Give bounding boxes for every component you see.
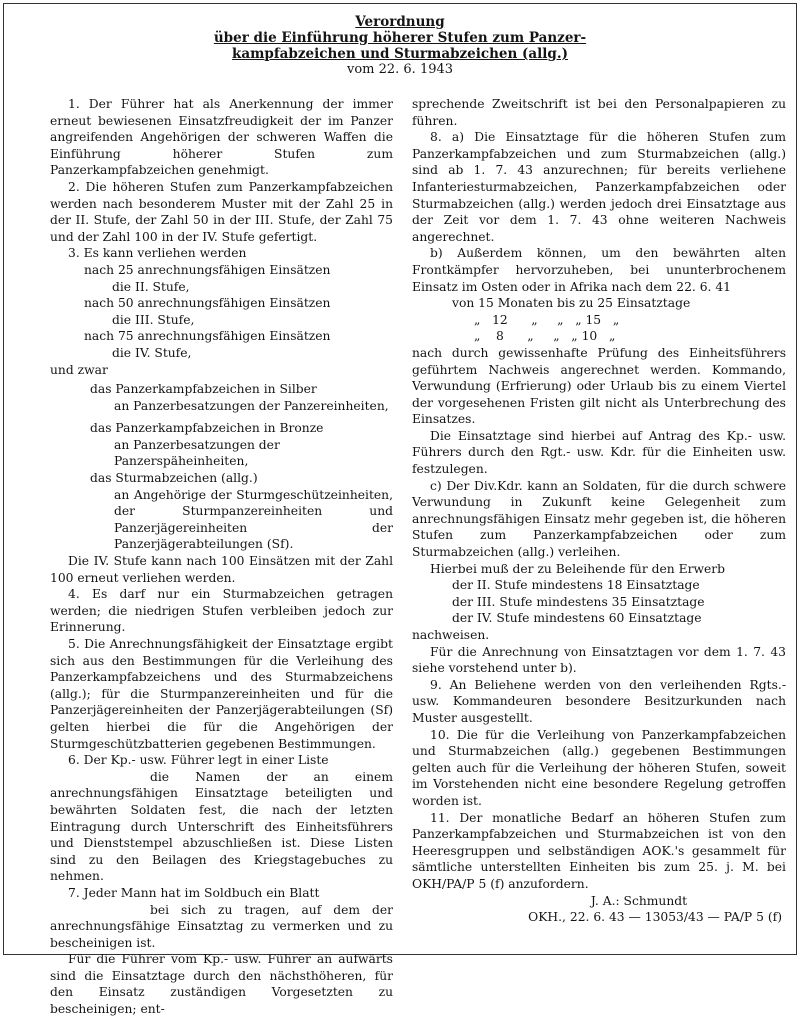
paragraph-7-body: bei sich zu tragen, auf dem der anrechnungsfähige Einsatztag zu vermerken und zu bescheinigen ist. [50,902,393,950]
title-line-1: Verordnung [355,14,445,30]
award-bronze: das Panzerkampfabzeichen in Bronze [90,421,324,436]
rule-75: nach 75 anrechnungsfähigen Einsätzen [84,329,331,344]
title-line-3: kampfabzeichen und Sturmabzeichen (allg.) [232,46,568,62]
paragraph-4: 4. Es darf nur ein Sturmabzeichen getragen werden; die niedrigen Stufen verbleiben jedoch zur Erinnerung. [50,587,393,635]
und-zwar: und zwar [50,362,108,377]
paragraph-11: 11. Der monatliche Bedarf an höheren Stufen zum Panzerkampfabzeichen und Sturmabzeichen ist von den Heeresgruppen und selbständigen AOK.'s gesammelt für sämtliche unterstellten Einheiten bis zum 25. j. M. bei OKH/PA/P 5 (f) anzufordern. [412,810,786,891]
document-date: vom 22. 6. 1943 [346,62,454,77]
title-line-2: über die Einführung höherer Stufen zum Panzer- [213,30,587,46]
nachweisen-text: nachweisen. [412,628,490,642]
paragraph-6-body: die Namen der an einem anrechnungsfähigen Einsatztage beteiligten und bewährten Soldaten fest, die nach der letzten Eintragung durch Unterschrift des Einheitsführers und Dienststempel abzuschließen ist. Diese Listen sind zu den Beilagen des Kriegstagebuches zu nehmen. [50,769,393,884]
paragraph-8b-end-2: Die Einsatztage sind hierbei auf Antrag des Kp.- usw. Führers durch den Rgt.- usw. Kdr. für die Einheiten usw. festzulegen. [412,428,786,477]
months-row-8: „ 8 „ „ „ 10 „ [474,329,616,344]
paragraph-8a: 8. a) Die Einsatztage für die höheren Stufen zum Panzerkampfabzeichen und zum Sturmabzeichen (allg.) sind ab 1. 7. 43 anzurechnen; für bereits verliehene Infanteriesturmabzeichen, Panzerkampfabzeichen oder Sturmabzeichen (allg.) werden jedoch drei Einsatztage aus der Zeit vor dem 1. 7. 43 ohne weiteren Nachweis angerechnet. [412,130,786,244]
stage-2-requirement: der II. Stufe mindestens 18 Einsatztage [452,578,700,593]
paragraph-8b-end: nach durch gewissenhafte Prüfung des Einheitsführers geführtem Nachweis angerechnet werden. Kommando, Verwundung (Erfrierung) oder Urlaub bis zu einem Viertel der vorgesehenen Fristen gilt nicht als Unterbrechung des Einsatzes. [412,345,786,427]
document-page [3,3,797,1017]
award-silber-recipients: an Panzerbesatzungen der Panzereinheiten, [114,398,389,413]
award-sturm: das Sturmabzeichen (allg.) [90,471,258,486]
paragraph-2: 2. Die höheren Stufen zum Panzerkampfabzeichen werden nach besonderem Muster mit der Zahl 25 in der II. Stufe, der Zahl 50 in der III. Stufe, der Zahl 75 und der Zahl 100 in der IV. Stufe gefertigt. [50,179,393,244]
paragraph-7-continued: sprechende Zweitschrift ist bei den Personalpapieren zu führen. [412,97,786,128]
paragraph-10: 10. Die für die Verleihung von Panzerkampfabzeichen und Sturmabzeichen (allg.) gegebenen Bestimmungen gelten auch für die Verleihung der höheren Stufen, soweit im Vorstehenden nicht eine besondere Regelung getroffen worden ist. [412,727,786,808]
rule-50: nach 50 anrechnungsfähigen Einsätzen [84,296,331,311]
paragraph-8b: b) Außerdem können, um den bewährten alten Frontkämpfer hervorzuheben, bei ununterbrochenem Einsatz im Osten oder in Afrika nach dem 22. 6. 41 [412,246,786,294]
left-column [50,96,393,1018]
paragraph-9: 9. An Beliehene werden von den verleihenden Rgts.- usw. Kommandeuren besondere Besitzurkunden nach Muster ausgestellt. [412,677,786,725]
paragraph-6-lead: 6. Der Kp.- usw. Führer legt in einer Liste [68,753,329,768]
months-row-15: von 15 Monaten bis zu 25 Einsatztage [452,296,691,311]
months-row-12: „ 12 „ „ „ 15 „ [474,312,620,327]
paragraph-8c: c) Der Div.Kdr. kann an Soldaten, für die durch schwere Verwundung in Zukunft keine Gelegenheit zum anrechnungsfähigen Einsatz mehr gegeben ist, die höheren Stufen zum Panzerkampfabzeichen oder zum Sturmabzeichen (allg.) verleihen. [412,478,786,560]
rule-50-stage: die III. Stufe, [112,312,195,327]
paragraph-8c-prior: Für die Anrechnung von Einsatztagen vor dem 1. 7. 43 siehe vorstehend unter b). [412,644,786,676]
paragraph-5: 5. Die Anrechnungsfähigkeit der Einsatztage ergibt sich aus den Bestimmungen für die Verleihung des Panzerkampfabzeichens und des Sturmabzeichens (allg.); für die Sturmpanzereinheiten und für die Panzerjägereinheiten der Panzerjägerabteilungen (Sf) gelten hierbei die für die Angehörigen der Sturmgeschützbatterien gegebenen Bestimmungen. [50,637,393,751]
stage-4-requirement: der IV. Stufe mindestens 60 Einsatztage [452,611,702,626]
rule-75-stage: die IV. Stufe, [112,345,192,360]
award-sturm-recipients: an Angehörige der Sturmgeschützeinheiten, der Sturmpanzereinheiten und Panzerjägereinheiten der Panzerjägerabteilungen (Sf). [114,487,393,552]
paragraph-3-end: Die IV. Stufe kann nach 100 Einsätzen mit der Zahl 100 erneut verliehen werden. [50,554,393,585]
document-header [4,14,796,78]
signature: J. A.: Schmundt [590,893,688,908]
paragraph-8c-requirement: Hierbei muß der zu Beleihende für den Erwerb [430,561,726,576]
paragraph-7-lead: 7. Jeder Mann hat im Soldbuch ein Blatt [68,885,320,900]
paragraph-3: 3. Es kann verliehen werden [68,246,247,261]
award-silber: das Panzerkampfabzeichen in Silber [90,382,317,397]
paragraph-1: 1. Der Führer hat als Anerkennung der immer erneut bewiesenen Einsatzfreudigkeit der im Panzer angreifenden Angehörigen der schweren Waffen die Einführung höherer Stufen zum Panzerkampfabzeichen genehmigt. [50,97,393,178]
paragraph-7-leaders: Für die Führer vom Kp.- usw. Führer an aufwärts sind die Einsatztage durch den nächsthöheren, für den Einsatz zuständigen Vorgesetzten zu bescheinigen; ent- [50,952,393,1017]
rule-25-stage: die II. Stufe, [112,279,190,294]
stage-3-requirement: der III. Stufe mindestens 35 Einsatztage [452,594,705,609]
award-bronze-recipients: an Panzerbesatzungen der Panzerspäheinheiten, [114,437,280,469]
reference-line: OKH., 22. 6. 43 — 13053/43 — PA/P 5 (f) [528,910,782,925]
right-column [412,96,786,926]
rule-25: nach 25 anrechnungsfähigen Einsätzen [84,262,331,277]
